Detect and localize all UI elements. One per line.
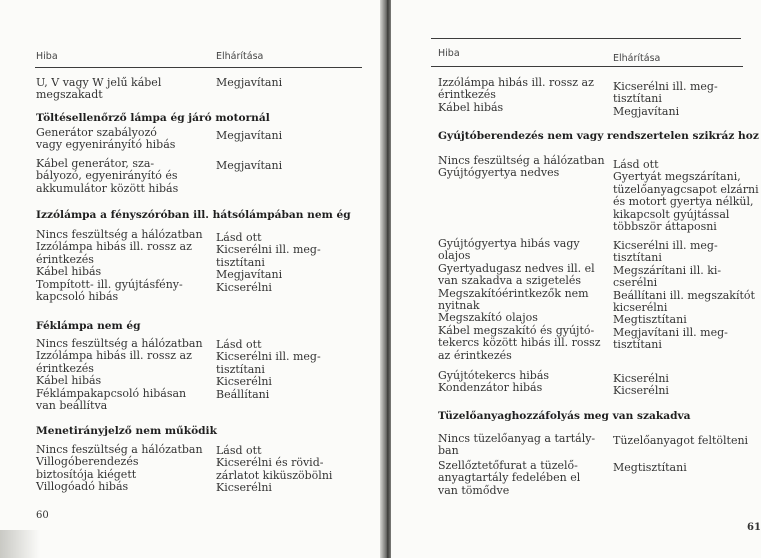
left-fix-4: Lásd ott Kicserélni ill. meg- tisztítani Megjavítani Kicserélni	[216, 231, 321, 294]
left-fix-1: Megjavítani	[216, 76, 283, 89]
right-problem-6: Szellőztetőfurat a tüzelő- anyagtartály fedelében el van tömődve	[438, 459, 581, 497]
right-fix-6: Megtisztítani	[613, 461, 687, 474]
right-header-elharitasa: Elhárítása	[613, 53, 661, 64]
left-header-elharitasa: Elhárítása	[216, 51, 264, 62]
left-heading-3: Féklámpa nem ég	[36, 320, 141, 332]
left-fix-5: Lásd ott Kicserélni ill. meg- tisztítani Kicserélni Beállítani	[216, 338, 321, 401]
left-problem-4: Nincs feszültség a hálózatban Izzólámpa hibás ill. rossz az érintkezés Kábel hibás Tompított- ill. gyújtásfény- kapcsoló hibás	[36, 228, 203, 304]
right-problem-3: Gyújtógyertya hibás vagy olajos Gyertyadugasz nedves ill. el van szakadva a szigetelés Megszakítóérintkezők nem nyitnak Megszakító olajos Kábel megszakító és gyújtó- tekercs között hibás ill. rossz az érintkezés	[438, 237, 601, 362]
left-page-number: 60	[36, 510, 49, 521]
right-heading-2: Tüzelőanyaghozzáfolyás meg van szakadva	[438, 410, 691, 422]
left-header-hiba: Hiba	[36, 51, 58, 62]
right-problem-5: Nincs tüzelőanyag a tartály- ban	[438, 432, 596, 458]
left-problem-6: Nincs feszültség a hálózatban Villogóberendezés biztosítója kiégett Villogóadó hibás	[36, 443, 203, 494]
left-heading-2: Izzólámpa a fényszóróban ill. hátsólámpában nem ég	[36, 209, 351, 221]
left-heading-1: Töltésellenőrző lámpa ég járó motornál	[36, 112, 270, 124]
left-fix-3: Megjavítani	[216, 159, 283, 172]
right-problem-1: Izzólámpa hibás ill. rossz az érintkezés Kábel hibás	[438, 76, 594, 114]
right-fix-5: Tüzelőanyagot feltölteni	[613, 434, 749, 447]
right-problem-4: Gyújtótekercs hibás Kondenzátor hibás	[438, 369, 550, 395]
right-problem-2: Nincs feszültség a hálózatban Gyújtógyertya nedves	[438, 154, 605, 180]
left-problem-2: Generátor szabályozó vagy egyenirányító hibás	[36, 126, 176, 152]
left-heading-4: Menetirányjelző nem működik	[36, 425, 217, 437]
right-page	[391, 0, 761, 558]
left-problem-3: Kábel generátor, sza- bályozó, egyenirányító és akkumulátor között hibás	[36, 157, 179, 195]
right-fix-1: Kicserélni ill. meg- tisztítani Megjavítani	[613, 80, 718, 118]
right-heading-1: Gyújtóberendezés nem vagy rendszertelen szikráz hoz	[438, 130, 759, 142]
left-fix-2: Megjavítani	[216, 129, 283, 142]
left-header-rule	[35, 67, 362, 68]
right-fix-2: Lásd ott Gyertyát megszárítani, tüzelőanyagcsapot elzárni és motort gyertya nélkül, kikapcsolt gyújtással többször áttaposni	[613, 158, 759, 234]
left-problem-5: Nincs feszültség a hálózatban Izzólámpa hibás ill. rossz az érintkezés Kábel hibás Féklámpakapcsoló hibásan van beállítva	[36, 337, 203, 413]
right-header-hiba: Hiba	[438, 48, 460, 59]
scan-shadow	[0, 530, 40, 558]
left-fix-6: Lásd ott Kicserélni és rövid- zárlatot kiküszöbölni Kicserélni	[216, 444, 333, 495]
right-page-number: 61	[747, 522, 761, 533]
left-problem-1: U, V vagy W jelű kábel megszakadt	[36, 76, 162, 102]
right-fix-4: Kicserélni Kicserélni	[613, 372, 669, 398]
right-top-rule	[431, 38, 741, 39]
right-fix-3: Kicserélni ill. meg- tisztítani Megszárítani ill. ki- cserélni Beállítani ill. megszakítót kicserélni Megtisztítani Megjavítani ill. meg- tisztítani	[613, 239, 755, 352]
right-header-rule	[431, 66, 743, 67]
